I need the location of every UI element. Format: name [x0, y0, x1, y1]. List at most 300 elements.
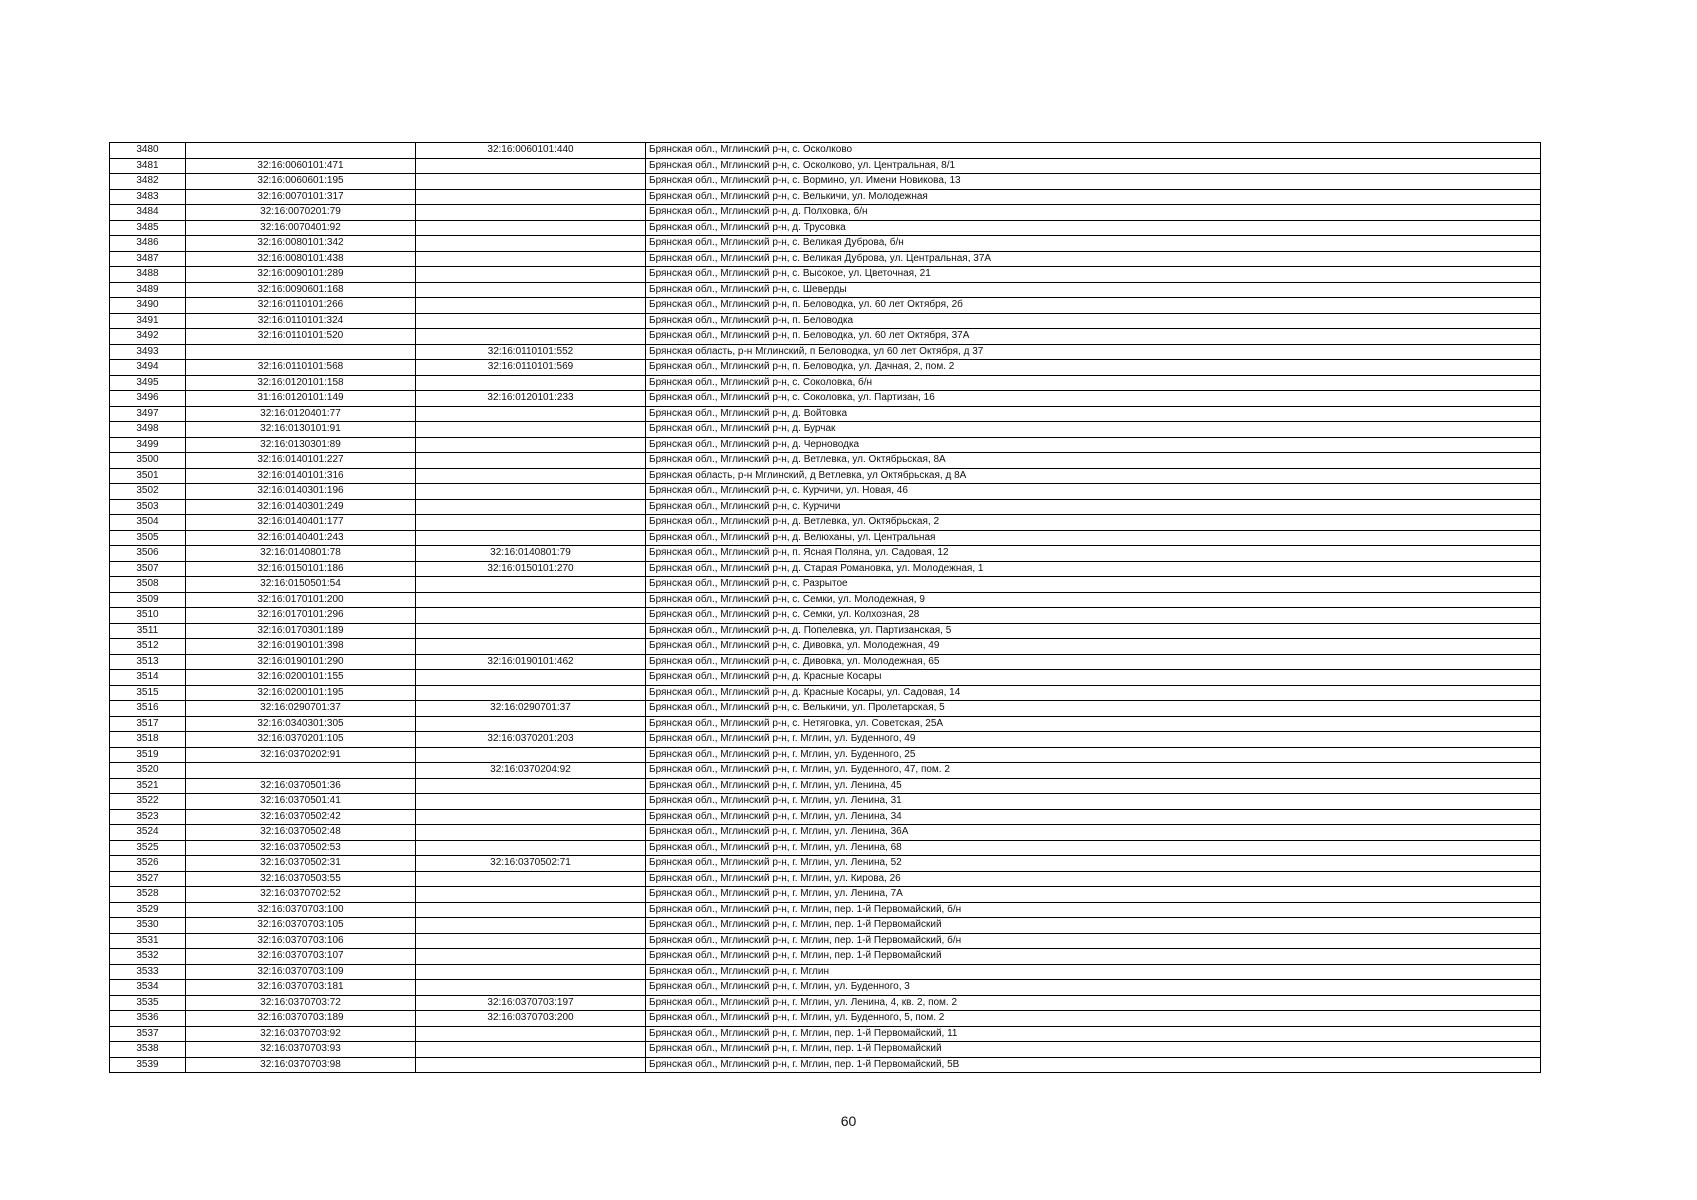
- cadastral-number-cell: 32:16:0130101:91: [186, 422, 416, 438]
- row-number-cell: 3487: [110, 251, 186, 267]
- row-number-cell: 3512: [110, 639, 186, 655]
- cadastral-number-cell: 32:16:0370703:93: [186, 1042, 416, 1058]
- row-number-cell: 3506: [110, 546, 186, 562]
- row-number-cell: 3531: [110, 933, 186, 949]
- row-number-cell: 3492: [110, 329, 186, 345]
- address-cell: Брянская обл., Мглинский р-н, г. Мглин, ул. Ленина, 7А: [646, 887, 1541, 903]
- cadastral-number-cell: 32:16:0170101:296: [186, 608, 416, 624]
- row-number-cell: 3491: [110, 313, 186, 329]
- address-cell: Брянская обл., Мглинский р-н, г. Мглин, ул. Буденного, 3: [646, 980, 1541, 996]
- table-row: [110, 995, 1541, 1011]
- row-number-cell: 3510: [110, 608, 186, 624]
- cadastral-number-cell: 32:16:0150501:54: [186, 577, 416, 593]
- related-cadastral-number-cell: [416, 220, 646, 236]
- table-row: [110, 701, 1541, 717]
- cadastral-number-cell: 32:16:0140301:196: [186, 484, 416, 500]
- table-row: [110, 778, 1541, 794]
- row-number-cell: 3537: [110, 1026, 186, 1042]
- row-number-cell: 3526: [110, 856, 186, 872]
- address-cell: Брянская обл., Мглинский р-н, с. Нетяговка, ул. Советская, 25А: [646, 716, 1541, 732]
- row-number-cell: 3485: [110, 220, 186, 236]
- table-row: [110, 344, 1541, 360]
- row-number-cell: 3529: [110, 902, 186, 918]
- cadastral-number-cell: 32:16:0190101:290: [186, 654, 416, 670]
- table-row: [110, 840, 1541, 856]
- table-row: [110, 623, 1541, 639]
- related-cadastral-number-cell: [416, 267, 646, 283]
- address-cell: Брянская обл., Мглинский р-н, г. Мглин, пер. 1-й Первомайский, б/н: [646, 902, 1541, 918]
- row-number-cell: 3501: [110, 468, 186, 484]
- address-cell: Брянская обл., Мглинский р-н, д. Трусовка: [646, 220, 1541, 236]
- table-row: [110, 608, 1541, 624]
- row-number-cell: 3520: [110, 763, 186, 779]
- related-cadastral-number-cell: 32:16:0190101:462: [416, 654, 646, 670]
- table-row: [110, 546, 1541, 562]
- table-row: [110, 685, 1541, 701]
- address-cell: Брянская обл., Мглинский р-н, с. Дивовка, ул. Молодежная, 49: [646, 639, 1541, 655]
- related-cadastral-number-cell: [416, 670, 646, 686]
- table-row: [110, 794, 1541, 810]
- address-cell: Брянская обл., Мглинский р-н, г. Мглин: [646, 964, 1541, 980]
- row-number-cell: 3502: [110, 484, 186, 500]
- row-number-cell: 3497: [110, 406, 186, 422]
- row-number-cell: 3508: [110, 577, 186, 593]
- address-cell: Брянская обл., Мглинский р-н, д. Войтовка: [646, 406, 1541, 422]
- address-cell: Брянская обл., Мглинский р-н, с. Шеверды: [646, 282, 1541, 298]
- row-number-cell: 3493: [110, 344, 186, 360]
- related-cadastral-number-cell: [416, 530, 646, 546]
- cadastral-number-cell: 32:16:0370703:72: [186, 995, 416, 1011]
- row-number-cell: 3513: [110, 654, 186, 670]
- related-cadastral-number-cell: 32:16:0110101:569: [416, 360, 646, 376]
- cadastral-number-cell: 32:16:0070101:317: [186, 189, 416, 205]
- address-cell: Брянская обл., Мглинский р-н, д. Ветлевка, ул. Октябрьская, 8А: [646, 453, 1541, 469]
- related-cadastral-number-cell: 32:16:0150101:270: [416, 561, 646, 577]
- cadastral-number-cell: 32:16:0120401:77: [186, 406, 416, 422]
- cadastral-number-cell: 32:16:0200101:195: [186, 685, 416, 701]
- cadastral-number-cell: [186, 143, 416, 159]
- cadastral-number-cell: 32:16:0070201:79: [186, 205, 416, 221]
- row-number-cell: 3481: [110, 158, 186, 174]
- cadastral-number-cell: 32:16:0370703:100: [186, 902, 416, 918]
- row-number-cell: 3522: [110, 794, 186, 810]
- row-number-cell: 3489: [110, 282, 186, 298]
- table-row: [110, 189, 1541, 205]
- address-cell: Брянская обл., Мглинский р-н, д. Велюханы, ул. Центральная: [646, 530, 1541, 546]
- row-number-cell: 3535: [110, 995, 186, 1011]
- cadastral-number-cell: 32:16:0370502:31: [186, 856, 416, 872]
- table-row: [110, 825, 1541, 841]
- address-cell: Брянская обл., Мглинский р-н, д. Полховка, б/н: [646, 205, 1541, 221]
- related-cadastral-number-cell: [416, 608, 646, 624]
- table-row: [110, 298, 1541, 314]
- table-row: [110, 468, 1541, 484]
- cadastral-number-cell: 32:16:0110101:520: [186, 329, 416, 345]
- address-cell: Брянская обл., Мглинский р-н, с. Осколково, ул. Центральная, 8/1: [646, 158, 1541, 174]
- cadastral-number-cell: 32:16:0370502:53: [186, 840, 416, 856]
- row-number-cell: 3530: [110, 918, 186, 934]
- table-row: [110, 902, 1541, 918]
- address-cell: Брянская обл., Мглинский р-н, г. Мглин, ул. Буденного, 5, пом. 2: [646, 1011, 1541, 1027]
- row-number-cell: 3490: [110, 298, 186, 314]
- table-row: [110, 143, 1541, 159]
- related-cadastral-number-cell: [416, 747, 646, 763]
- address-cell: Брянская обл., Мглинский р-н, д. Красные Косары, ул. Садовая, 14: [646, 685, 1541, 701]
- row-number-cell: 3518: [110, 732, 186, 748]
- address-cell: Брянская обл., Мглинский р-н, г. Мглин, ул. Буденного, 47, пом. 2: [646, 763, 1541, 779]
- row-number-cell: 3488: [110, 267, 186, 283]
- row-number-cell: 3532: [110, 949, 186, 965]
- row-number-cell: 3500: [110, 453, 186, 469]
- address-cell: Брянская обл., Мглинский р-н, п. Беловодка, ул. Дачная, 2, пом. 2: [646, 360, 1541, 376]
- address-cell: Брянская обл., Мглинский р-н, г. Мглин, пер. 1-й Первомайский, 5В: [646, 1057, 1541, 1073]
- table-row: [110, 639, 1541, 655]
- cadastral-number-cell: 31:16:0120101:149: [186, 391, 416, 407]
- address-cell: Брянская обл., Мглинский р-н, с. Курчичи: [646, 499, 1541, 515]
- cadastral-number-cell: 32:16:0140101:316: [186, 468, 416, 484]
- cadastral-number-cell: 32:16:0370502:42: [186, 809, 416, 825]
- cadastral-number-cell: 32:16:0370703:189: [186, 1011, 416, 1027]
- row-number-cell: 3514: [110, 670, 186, 686]
- cadastral-number-cell: 32:16:0370501:41: [186, 794, 416, 810]
- cadastral-number-cell: 32:16:0120101:158: [186, 375, 416, 391]
- table-row: [110, 499, 1541, 515]
- related-cadastral-number-cell: 32:16:0370502:71: [416, 856, 646, 872]
- related-cadastral-number-cell: [416, 825, 646, 841]
- row-number-cell: 3517: [110, 716, 186, 732]
- table-row: [110, 747, 1541, 763]
- cadastral-number-cell: 32:16:0140401:177: [186, 515, 416, 531]
- table-row: [110, 670, 1541, 686]
- address-cell: Брянская обл., Мглинский р-н, г. Мглин, ул. Ленина, 68: [646, 840, 1541, 856]
- address-cell: Брянская обл., Мглинский р-н, г. Мглин, ул. Ленина, 34: [646, 809, 1541, 825]
- related-cadastral-number-cell: 32:16:0060101:440: [416, 143, 646, 159]
- table-row: [110, 530, 1541, 546]
- address-cell: Брянская обл., Мглинский р-н, с. Вормино, ул. Имени Новикова, 13: [646, 174, 1541, 190]
- address-cell: Брянская обл., Мглинский р-н, г. Мглин, ул. Ленина, 52: [646, 856, 1541, 872]
- address-cell: Брянская обл., Мглинский р-н, г. Мглин, ул. Кирова, 26: [646, 871, 1541, 887]
- cadastral-number-cell: [186, 344, 416, 360]
- related-cadastral-number-cell: [416, 980, 646, 996]
- related-cadastral-number-cell: [416, 592, 646, 608]
- table-row: [110, 329, 1541, 345]
- address-cell: Брянская обл., Мглинский р-н, п. Беловодка, ул. 60 лет Октября, 2б: [646, 298, 1541, 314]
- row-number-cell: 3486: [110, 236, 186, 252]
- row-number-cell: 3519: [110, 747, 186, 763]
- table-row: [110, 267, 1541, 283]
- related-cadastral-number-cell: 32:16:0110101:552: [416, 344, 646, 360]
- related-cadastral-number-cell: 32:16:0370204:92: [416, 763, 646, 779]
- table-row: [110, 313, 1541, 329]
- table-row: [110, 406, 1541, 422]
- related-cadastral-number-cell: [416, 778, 646, 794]
- row-number-cell: 3499: [110, 437, 186, 453]
- related-cadastral-number-cell: [416, 251, 646, 267]
- cadastral-number-cell: 32:16:0090101:289: [186, 267, 416, 283]
- related-cadastral-number-cell: [416, 189, 646, 205]
- related-cadastral-number-cell: [416, 515, 646, 531]
- table-row: [110, 856, 1541, 872]
- related-cadastral-number-cell: [416, 933, 646, 949]
- cadastral-number-cell: 32:16:0150101:186: [186, 561, 416, 577]
- table-row: [110, 1011, 1541, 1027]
- cadastral-number-cell: 32:16:0060601:195: [186, 174, 416, 190]
- cadastral-number-cell: 32:16:0370702:52: [186, 887, 416, 903]
- address-cell: Брянская обл., Мглинский р-н, г. Мглин, ул. Ленина, 36А: [646, 825, 1541, 841]
- related-cadastral-number-cell: [416, 840, 646, 856]
- row-number-cell: 3536: [110, 1011, 186, 1027]
- related-cadastral-number-cell: [416, 174, 646, 190]
- cadastral-number-cell: 32:16:0370503:55: [186, 871, 416, 887]
- row-number-cell: 3509: [110, 592, 186, 608]
- related-cadastral-number-cell: [416, 282, 646, 298]
- row-number-cell: 3521: [110, 778, 186, 794]
- row-number-cell: 3504: [110, 515, 186, 531]
- table-row: [110, 561, 1541, 577]
- address-cell: Брянская обл., Мглинский р-н, д. Бурчак: [646, 422, 1541, 438]
- table-row: [110, 980, 1541, 996]
- table-row: [110, 158, 1541, 174]
- related-cadastral-number-cell: [416, 298, 646, 314]
- related-cadastral-number-cell: 32:16:0290701:37: [416, 701, 646, 717]
- cadastral-number-cell: 32:16:0130301:89: [186, 437, 416, 453]
- table-row: [110, 484, 1541, 500]
- related-cadastral-number-cell: [416, 158, 646, 174]
- related-cadastral-number-cell: [416, 422, 646, 438]
- related-cadastral-number-cell: 32:16:0370703:200: [416, 1011, 646, 1027]
- address-cell: Брянская обл., Мглинский р-н, г. Мглин, ул. Ленина, 4, кв. 2, пом. 2: [646, 995, 1541, 1011]
- related-cadastral-number-cell: [416, 1026, 646, 1042]
- address-cell: Брянская область, р-н Мглинский, п Беловодка, ул 60 лет Октября, д 37: [646, 344, 1541, 360]
- address-cell: Брянская обл., Мглинский р-н, д. Попелевка, ул. Партизанская, 5: [646, 623, 1541, 639]
- row-number-cell: 3482: [110, 174, 186, 190]
- table-row: [110, 809, 1541, 825]
- row-number-cell: 3503: [110, 499, 186, 515]
- table-row: [110, 205, 1541, 221]
- row-number-cell: 3483: [110, 189, 186, 205]
- address-cell: Брянская обл., Мглинский р-н, с. Семки, ул. Колхозная, 28: [646, 608, 1541, 624]
- related-cadastral-number-cell: 32:16:0370201:203: [416, 732, 646, 748]
- row-number-cell: 3507: [110, 561, 186, 577]
- cadastral-number-cell: 32:16:0170301:189: [186, 623, 416, 639]
- address-cell: Брянская обл., Мглинский р-н, с. Великая Дуброва, б/н: [646, 236, 1541, 252]
- row-number-cell: 3534: [110, 980, 186, 996]
- cadastral-number-cell: 32:16:0370703:105: [186, 918, 416, 934]
- table-row: [110, 1057, 1541, 1073]
- cadastral-number-cell: 32:16:0080101:438: [186, 251, 416, 267]
- cadastral-number-cell: 32:16:0370703:109: [186, 964, 416, 980]
- related-cadastral-number-cell: [416, 406, 646, 422]
- related-cadastral-number-cell: [416, 329, 646, 345]
- page-number: 60: [840, 1113, 857, 1129]
- cadastral-number-cell: 32:16:0140401:243: [186, 530, 416, 546]
- address-cell: Брянская обл., Мглинский р-н, г. Мглин, пер. 1-й Первомайский: [646, 918, 1541, 934]
- table-row: [110, 918, 1541, 934]
- table-row: [110, 732, 1541, 748]
- related-cadastral-number-cell: [416, 468, 646, 484]
- row-number-cell: 3480: [110, 143, 186, 159]
- related-cadastral-number-cell: [416, 375, 646, 391]
- related-cadastral-number-cell: [416, 871, 646, 887]
- row-number-cell: 3524: [110, 825, 186, 841]
- related-cadastral-number-cell: [416, 887, 646, 903]
- row-number-cell: 3498: [110, 422, 186, 438]
- address-cell: Брянская обл., Мглинский р-н, с. Дивовка, ул. Молодежная, 65: [646, 654, 1541, 670]
- table-row: [110, 716, 1541, 732]
- cadastral-number-cell: 32:16:0060101:471: [186, 158, 416, 174]
- cadastral-number-cell: 32:16:0070401:92: [186, 220, 416, 236]
- related-cadastral-number-cell: [416, 794, 646, 810]
- table-row: [110, 577, 1541, 593]
- related-cadastral-number-cell: [416, 949, 646, 965]
- table-row: [110, 654, 1541, 670]
- cadastral-number-cell: 32:16:0110101:568: [186, 360, 416, 376]
- address-cell: Брянская обл., Мглинский р-н, г. Мглин, пер. 1-й Первомайский: [646, 949, 1541, 965]
- address-cell: Брянская обл., Мглинский р-н, д. Черноводка: [646, 437, 1541, 453]
- cadastral-number-cell: 32:16:0140101:227: [186, 453, 416, 469]
- cadastral-number-cell: 32:16:0190101:398: [186, 639, 416, 655]
- address-cell: Брянская обл., Мглинский р-н, с. Высокое, ул. Цветочная, 21: [646, 267, 1541, 283]
- related-cadastral-number-cell: [416, 809, 646, 825]
- address-cell: Брянская обл., Мглинский р-н, г. Мглин, пер. 1-й Первомайский, б/н: [646, 933, 1541, 949]
- cadastral-number-cell: 32:16:0170101:200: [186, 592, 416, 608]
- address-cell: Брянская обл., Мглинский р-н, г. Мглин, ул. Ленина, 31: [646, 794, 1541, 810]
- row-number-cell: 3539: [110, 1057, 186, 1073]
- related-cadastral-number-cell: [416, 453, 646, 469]
- cadastral-number-cell: 32:16:0290701:37: [186, 701, 416, 717]
- related-cadastral-number-cell: 32:16:0120101:233: [416, 391, 646, 407]
- table-row: [110, 236, 1541, 252]
- table-row: [110, 174, 1541, 190]
- related-cadastral-number-cell: [416, 685, 646, 701]
- table-row: [110, 964, 1541, 980]
- row-number-cell: 3494: [110, 360, 186, 376]
- cadastral-number-cell: 32:16:0370703:98: [186, 1057, 416, 1073]
- cadastral-number-cell: 32:16:0370202:91: [186, 747, 416, 763]
- related-cadastral-number-cell: [416, 437, 646, 453]
- address-cell: Брянская обл., Мглинский р-н, п. Беловодка: [646, 313, 1541, 329]
- address-cell: Брянская обл., Мглинский р-н, с. Великая Дуброва, ул. Центральная, 37А: [646, 251, 1541, 267]
- table-row: [110, 437, 1541, 453]
- table-body: [110, 143, 1541, 1073]
- table-row: [110, 220, 1541, 236]
- cadastral-number-cell: 32:16:0370501:36: [186, 778, 416, 794]
- cadastral-number-cell: 32:16:0370201:105: [186, 732, 416, 748]
- related-cadastral-number-cell: [416, 964, 646, 980]
- address-cell: Брянская область, р-н Мглинский, д Ветлевка, ул Октябрьская, д 8А: [646, 468, 1541, 484]
- cadastral-number-cell: 32:16:0140801:78: [186, 546, 416, 562]
- address-cell: Брянская обл., Мглинский р-н, п. Беловодка, ул. 60 лет Октября, 37А: [646, 329, 1541, 345]
- row-number-cell: 3516: [110, 701, 186, 717]
- related-cadastral-number-cell: [416, 639, 646, 655]
- related-cadastral-number-cell: 32:16:0140801:79: [416, 546, 646, 562]
- related-cadastral-number-cell: [416, 1057, 646, 1073]
- address-cell: Брянская обл., Мглинский р-н, г. Мглин, ул. Буденного, 49: [646, 732, 1541, 748]
- related-cadastral-number-cell: [416, 623, 646, 639]
- row-number-cell: 3515: [110, 685, 186, 701]
- related-cadastral-number-cell: [416, 484, 646, 500]
- address-cell: Брянская обл., Мглинский р-н, д. Ветлевка, ул. Октябрьская, 2: [646, 515, 1541, 531]
- cadastral-number-cell: 32:16:0090601:168: [186, 282, 416, 298]
- cadastral-number-cell: 32:16:0370703:92: [186, 1026, 416, 1042]
- address-cell: Брянская обл., Мглинский р-н, с. Семки, ул. Молодежная, 9: [646, 592, 1541, 608]
- cadastral-number-cell: 32:16:0200101:155: [186, 670, 416, 686]
- row-number-cell: 3533: [110, 964, 186, 980]
- table-row: [110, 251, 1541, 267]
- address-cell: Брянская обл., Мглинский р-н, д. Старая Романовка, ул. Молодежная, 1: [646, 561, 1541, 577]
- table-row: [110, 1026, 1541, 1042]
- row-number-cell: 3511: [110, 623, 186, 639]
- address-cell: Брянская обл., Мглинский р-н, с. Велькичи, ул. Молодежная: [646, 189, 1541, 205]
- address-cell: Брянская обл., Мглинский р-н, п. Ясная Поляна, ул. Садовая, 12: [646, 546, 1541, 562]
- cadastral-number-cell: 32:16:0080101:342: [186, 236, 416, 252]
- address-cell: Брянская обл., Мглинский р-н, г. Мглин, пер. 1-й Первомайский, 11: [646, 1026, 1541, 1042]
- table-row: [110, 592, 1541, 608]
- address-cell: Брянская обл., Мглинский р-н, с. Соколовка, ул. Партизан, 16: [646, 391, 1541, 407]
- row-number-cell: 3528: [110, 887, 186, 903]
- related-cadastral-number-cell: [416, 499, 646, 515]
- cadastral-number-cell: 32:16:0110101:266: [186, 298, 416, 314]
- address-cell: Брянская обл., Мглинский р-н, с. Соколовка, б/н: [646, 375, 1541, 391]
- table-row: [110, 360, 1541, 376]
- related-cadastral-number-cell: [416, 205, 646, 221]
- table-row: [110, 933, 1541, 949]
- row-number-cell: 3496: [110, 391, 186, 407]
- table-row: [110, 453, 1541, 469]
- table-row: [110, 949, 1541, 965]
- table-row: [110, 887, 1541, 903]
- table-row: [110, 515, 1541, 531]
- table-row: [110, 282, 1541, 298]
- table-row: [110, 422, 1541, 438]
- address-cell: Брянская обл., Мглинский р-н, д. Красные Косары: [646, 670, 1541, 686]
- related-cadastral-number-cell: [416, 236, 646, 252]
- address-cell: Брянская обл., Мглинский р-н, с. Осколково: [646, 143, 1541, 159]
- address-cell: Брянская обл., Мглинский р-н, г. Мглин, пер. 1-й Первомайский: [646, 1042, 1541, 1058]
- table-row: [110, 871, 1541, 887]
- related-cadastral-number-cell: [416, 1042, 646, 1058]
- table-row: [110, 1042, 1541, 1058]
- row-number-cell: 3538: [110, 1042, 186, 1058]
- address-cell: Брянская обл., Мглинский р-н, г. Мглин, ул. Ленина, 45: [646, 778, 1541, 794]
- related-cadastral-number-cell: [416, 577, 646, 593]
- cadastral-number-cell: 32:16:0110101:324: [186, 313, 416, 329]
- row-number-cell: 3523: [110, 809, 186, 825]
- cadastral-number-cell: [186, 763, 416, 779]
- cadastral-number-cell: 32:16:0140301:249: [186, 499, 416, 515]
- related-cadastral-number-cell: [416, 313, 646, 329]
- row-number-cell: 3495: [110, 375, 186, 391]
- cadastral-number-cell: 32:16:0370703:106: [186, 933, 416, 949]
- address-cell: Брянская обл., Мглинский р-н, г. Мглин, ул. Буденного, 25: [646, 747, 1541, 763]
- address-cell: Брянская обл., Мглинский р-н, с. Разрытое: [646, 577, 1541, 593]
- row-number-cell: 3505: [110, 530, 186, 546]
- related-cadastral-number-cell: [416, 902, 646, 918]
- related-cadastral-number-cell: [416, 918, 646, 934]
- table-row: [110, 375, 1541, 391]
- cadastral-number-cell: 32:16:0370703:181: [186, 980, 416, 996]
- data-table: [109, 142, 1541, 1073]
- row-number-cell: 3484: [110, 205, 186, 221]
- address-cell: Брянская обл., Мглинский р-н, с. Курчичи, ул. Новая, 46: [646, 484, 1541, 500]
- cadastral-number-cell: 32:16:0340301:305: [186, 716, 416, 732]
- address-cell: Брянская обл., Мглинский р-н, с. Велькичи, ул. Пролетарская, 5: [646, 701, 1541, 717]
- related-cadastral-number-cell: [416, 716, 646, 732]
- row-number-cell: 3525: [110, 840, 186, 856]
- related-cadastral-number-cell: 32:16:0370703:197: [416, 995, 646, 1011]
- table-row: [110, 391, 1541, 407]
- cadastral-number-cell: 32:16:0370502:48: [186, 825, 416, 841]
